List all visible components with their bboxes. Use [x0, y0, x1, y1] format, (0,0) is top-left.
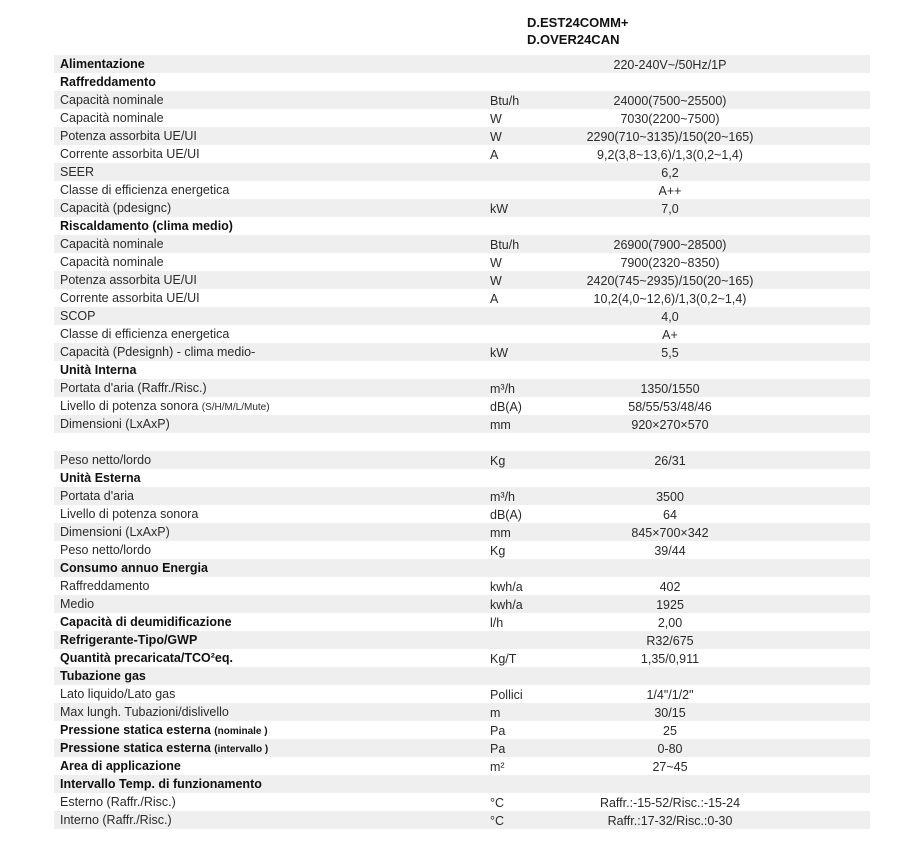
spec-unit: kwh/a: [490, 598, 523, 612]
spec-label-text: Capacità nominale: [60, 93, 164, 107]
spec-label-text: Area di applicazione: [60, 759, 181, 773]
spec-label-text: Capacità (Pdesignh) - clima medio-: [60, 345, 256, 359]
spec-unit: m³/h: [490, 490, 515, 504]
spec-unit: Btu/h: [490, 94, 520, 108]
spec-table: [54, 55, 870, 829]
spec-row: [54, 343, 870, 361]
spec-label: [60, 235, 164, 253]
spec-label: [60, 757, 181, 775]
spec-label: [60, 217, 233, 235]
spec-label: [60, 685, 175, 703]
spec-label-text: SEER: [60, 165, 95, 179]
spec-row: [54, 415, 870, 433]
spec-value: R32/675: [646, 634, 694, 648]
spec-label: [60, 415, 170, 433]
spec-label-text: Portata d'aria: [60, 489, 134, 503]
spec-row: [54, 649, 870, 667]
spec-label: [60, 163, 94, 181]
spec-row: [54, 325, 870, 343]
spec-unit: m²: [490, 760, 505, 774]
spec-unit: W: [490, 274, 502, 288]
spec-label-text: Peso netto/lordo: [60, 543, 152, 557]
spec-row: [54, 199, 870, 217]
spec-row: [54, 541, 870, 559]
spec-unit: kW: [490, 346, 509, 360]
spec-label: [60, 109, 164, 127]
spec-label: [60, 649, 233, 667]
spec-label: [60, 451, 151, 469]
spec-unit: W: [490, 256, 502, 270]
section-header-row: [54, 217, 870, 235]
spec-value: A++: [658, 184, 682, 198]
spec-unit: kwh/a: [490, 580, 523, 594]
spec-label-text: Esterno (Raffr./Risc.): [60, 795, 176, 809]
spec-value: 25: [663, 724, 677, 738]
spec-row: [54, 595, 870, 613]
spec-label-text: Capacità nominale: [60, 111, 164, 125]
spec-label: [60, 181, 229, 199]
spec-unit: dB(A): [490, 508, 522, 522]
spec-value: 26900(7900~28500): [613, 238, 727, 252]
spec-value: Raffr.:-15-52/Risc.:-15-24: [599, 796, 741, 810]
spec-value: 9,2(3,8~13,6)/1,3(0,2~1,4): [597, 148, 743, 162]
spec-label-text: Portata d'aria (Raffr./Risc.): [60, 381, 207, 395]
spec-row: [54, 613, 870, 631]
spec-row: [54, 757, 870, 775]
spec-value: 4,0: [661, 310, 679, 324]
spec-value: 24000(7500~25500): [613, 94, 727, 108]
spec-label-text: Lato liquido/Lato gas: [60, 687, 176, 701]
spec-value: 1925: [656, 598, 684, 612]
spec-label-text: Medio: [60, 597, 95, 611]
spec-unit: kW: [490, 202, 509, 216]
spec-label: [60, 631, 197, 649]
spec-unit: m: [490, 706, 501, 720]
spec-value: 7,0: [661, 202, 679, 216]
spec-label-text: Consumo annuo Energia: [60, 561, 208, 575]
spec-value: 58/55/53/48/46: [628, 400, 712, 414]
spec-label: [60, 271, 197, 289]
spec-row: [54, 487, 870, 505]
spec-value: A+: [662, 328, 678, 342]
spec-value: 1/4"/1/2": [646, 688, 694, 702]
spec-row: [54, 127, 870, 145]
spec-unit: W: [490, 112, 502, 126]
spec-label-text: Capacità di deumidificazione: [60, 615, 232, 629]
spec-row: [54, 523, 870, 541]
spec-label-text: Pressione statica esterna: [60, 741, 211, 755]
spec-label-text: Unità Esterna: [60, 471, 141, 485]
spacer-row: [54, 433, 870, 451]
spec-unit: m³/h: [490, 382, 515, 396]
section-header-row: [54, 775, 870, 793]
spec-row: [54, 451, 870, 469]
spec-value: 0-80: [657, 742, 683, 756]
spec-row: [54, 253, 870, 271]
spec-label-text: Raffreddamento: [60, 579, 150, 593]
spec-row: [54, 685, 870, 703]
spec-label-text: Capacità nominale: [60, 255, 164, 269]
spec-value: 7900(2320~8350): [620, 256, 720, 270]
section-header-row: [54, 667, 870, 685]
spec-value: 845×700×342: [631, 526, 709, 540]
spec-label-text: Capacità nominale: [60, 237, 164, 251]
spec-label: [60, 469, 141, 487]
spec-unit: Pollici: [490, 688, 523, 702]
spec-value: 920×270×570: [631, 418, 709, 432]
spec-label: [60, 739, 268, 759]
spec-label: [60, 325, 229, 343]
spec-unit: W: [490, 130, 502, 144]
spec-label: [60, 487, 134, 505]
spec-row: [54, 271, 870, 289]
section-header-row: [54, 559, 870, 577]
spec-label: [60, 361, 136, 379]
spec-label-text: Max lungh. Tubazioni/dislivello: [60, 705, 229, 719]
spec-label-text: Livello di potenza sonora: [60, 507, 199, 521]
spec-value: 2290(710~3135)/150(20~165): [586, 130, 754, 144]
spec-value: 7030(2200~7500): [620, 112, 720, 126]
spec-label-text: Potenza assorbita UE/UI: [60, 129, 197, 143]
spec-label: [60, 343, 255, 361]
spec-row: [54, 397, 870, 415]
spec-value: 27~45: [652, 760, 688, 774]
spec-row: [54, 739, 870, 757]
spec-row: [54, 703, 870, 721]
spec-value: Raffr.:17-32/Risc.:0-30: [607, 814, 733, 828]
spec-label-note: (S/H/M/L/Mute): [201, 402, 270, 413]
spec-label: [60, 595, 94, 613]
spec-label-note: (nominale ): [214, 726, 268, 737]
spec-value: 64: [663, 508, 677, 522]
spec-label-text: Peso netto/lordo: [60, 453, 152, 467]
spec-label: [60, 775, 262, 793]
spec-value: 2,00: [657, 616, 683, 630]
spec-unit: mm: [490, 418, 511, 432]
spec-label: [60, 541, 151, 559]
spec-unit: °C: [490, 814, 505, 828]
spec-unit: Kg: [490, 544, 506, 558]
spec-label: [60, 613, 232, 631]
spec-label: [60, 127, 197, 145]
spec-label-text: Dimensioni (LxAxP): [60, 525, 170, 539]
spec-label-text: Refrigerante-Tipo/GWP: [60, 633, 198, 647]
spec-label-text: Interno (Raffr./Risc.): [60, 813, 172, 827]
spec-value: 6,2: [661, 166, 679, 180]
spec-value: 220-240V~/50Hz/1P: [613, 58, 727, 72]
spec-label: [60, 253, 164, 271]
spec-label: [60, 307, 95, 325]
spec-label: [60, 811, 172, 829]
spec-label-text: Classe di efficienza energetica: [60, 183, 230, 197]
spec-value: 3500: [656, 490, 684, 504]
spec-label: [60, 145, 200, 163]
spec-row: [54, 109, 870, 127]
spec-label: [60, 703, 229, 721]
spec-value: 1,35/0,911: [640, 652, 700, 666]
spec-label: [60, 793, 176, 811]
spec-unit: dB(A): [490, 400, 522, 414]
spec-unit: Kg/T: [490, 652, 517, 666]
spec-row: [54, 631, 870, 649]
spec-value: 2420(745~2935)/150(20~165): [586, 274, 754, 288]
spec-unit: A: [490, 148, 499, 162]
spec-label: [60, 289, 200, 307]
spec-label-text: Capacità (pdesignc): [60, 201, 172, 215]
spec-row: [54, 235, 870, 253]
spec-unit: Kg: [490, 454, 506, 468]
spec-label: [60, 397, 270, 417]
spec-label-text: Potenza assorbita UE/UI: [60, 273, 197, 287]
spec-unit: A: [490, 292, 499, 306]
model-name-outdoor: D.OVER24CAN: [527, 32, 620, 47]
spec-unit: Pa: [490, 742, 506, 756]
spec-value: 1350/1550: [640, 382, 700, 396]
spec-label-text: Pressione statica esterna: [60, 723, 211, 737]
spec-label-text: Corrente assorbita UE/UI: [60, 291, 200, 305]
spec-row: [54, 289, 870, 307]
spec-label-text: Unità Interna: [60, 363, 137, 377]
spec-label: [60, 505, 198, 523]
spec-label: [60, 379, 207, 397]
spec-value: 5,5: [661, 346, 679, 360]
model-name-indoor: D.EST24COMM+: [527, 15, 629, 30]
spec-row: [54, 91, 870, 109]
spec-unit: Btu/h: [490, 238, 520, 252]
spec-label: [60, 721, 268, 741]
spec-row: [54, 145, 870, 163]
spec-row: [54, 721, 870, 739]
spec-label: [60, 91, 164, 109]
spec-label-text: Livello di potenza sonora: [60, 399, 199, 413]
spec-row: [54, 577, 870, 595]
spec-label-text: Tubazione gas: [60, 669, 146, 683]
spec-unit: l/h: [490, 616, 504, 630]
model-header: [527, 14, 629, 48]
spec-row: [54, 163, 870, 181]
spec-row: [54, 181, 870, 199]
spec-label-text: Dimensioni (LxAxP): [60, 417, 170, 431]
spec-row: [54, 307, 870, 325]
spec-label: [60, 559, 208, 577]
spec-row: [54, 811, 870, 829]
spec-label: [60, 523, 170, 541]
spec-label-text: Raffreddamento: [60, 75, 156, 89]
section-header-row: [54, 73, 870, 91]
spec-unit: °C: [490, 796, 505, 810]
spec-label-text: Intervallo Temp. di funzionamento: [60, 777, 262, 791]
section-header-row: [54, 361, 870, 379]
spec-row: [54, 379, 870, 397]
spec-label: [60, 199, 171, 217]
spec-label-text: Quantità precaricata/TCO²eq.: [60, 651, 233, 665]
spec-unit: Pa: [490, 724, 506, 738]
spec-unit: mm: [490, 526, 511, 540]
spec-label: [60, 73, 156, 91]
spec-label: [60, 667, 146, 685]
spec-label-note: (intervallo ): [214, 744, 269, 755]
spec-value: 30/15: [654, 706, 686, 720]
spec-value: 26/31: [654, 454, 686, 468]
spec-label-text: SCOP: [60, 309, 96, 323]
spec-label-text: Riscaldamento (clima medio): [60, 219, 233, 233]
spec-value: 402: [659, 580, 681, 594]
spec-row: [54, 793, 870, 811]
section-header-row: [54, 469, 870, 487]
spec-label: [60, 577, 149, 595]
spec-row: [54, 55, 870, 73]
spec-label-text: Corrente assorbita UE/UI: [60, 147, 200, 161]
spec-value: 10,2(4,0~12,6)/1,3(0,2~1,4): [593, 292, 747, 306]
spec-label-text: Classe di efficienza energetica: [60, 327, 230, 341]
spec-row: [54, 505, 870, 523]
spec-value: 39/44: [654, 544, 686, 558]
spec-label-text: Alimentazione: [60, 57, 145, 71]
spec-label: [60, 55, 145, 73]
